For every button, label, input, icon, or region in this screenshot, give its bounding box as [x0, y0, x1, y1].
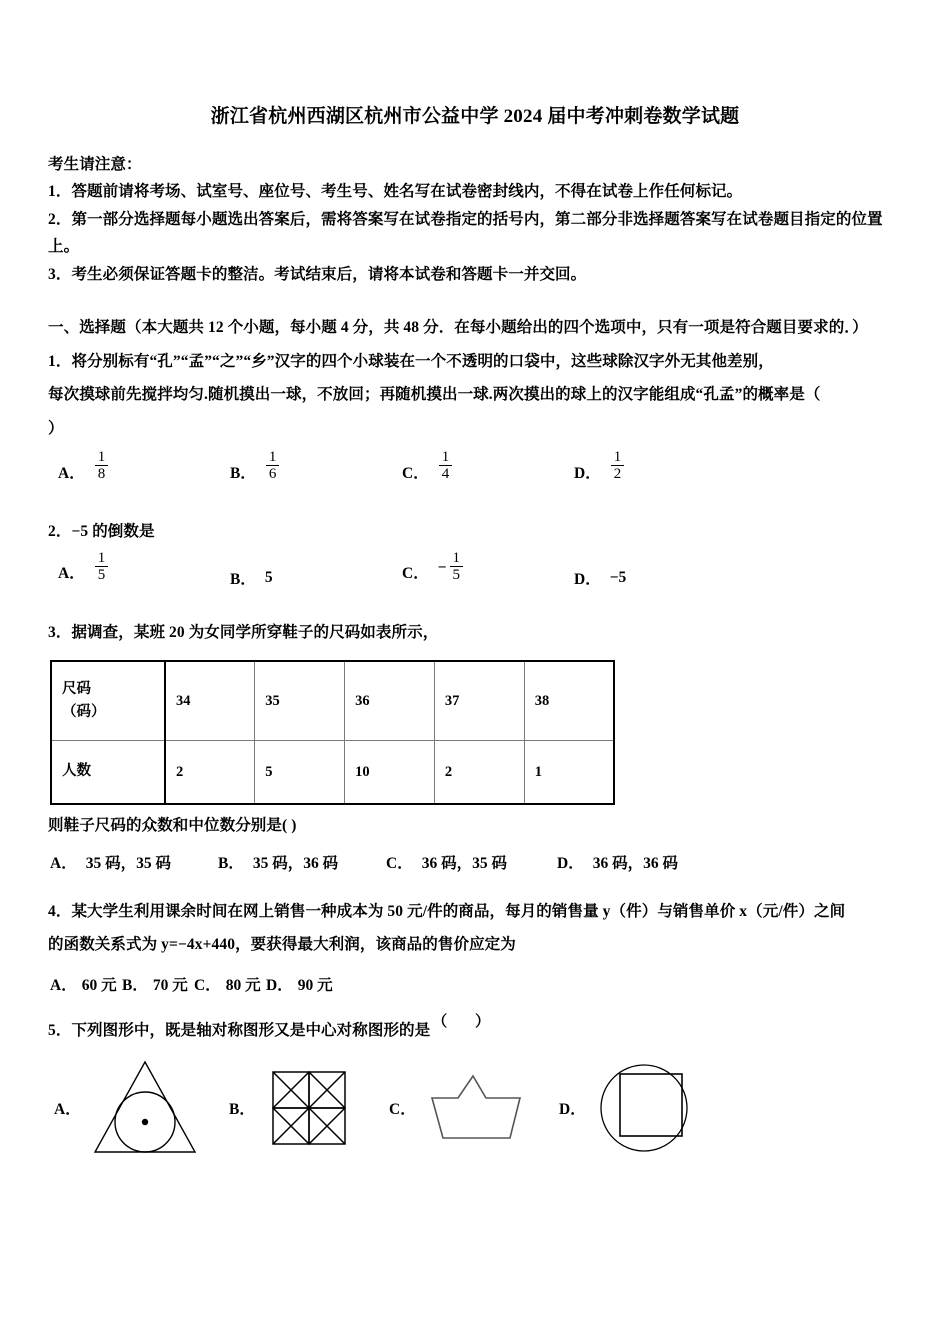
option-value-c: 80 元: [225, 977, 261, 995]
option-label-d: D．: [574, 570, 601, 588]
question-1-stem-line-2: 每次摸球前先搅拌均匀.随机摸出一球，不放回；再随机摸出一球.两次摸出的球上的汉字能组成“孔孟”的概率是（: [48, 386, 821, 404]
question-4-stem-line-2: 的函数关系式为 y=−4x+440，要获得最大利润，该商品的售价应定为: [48, 935, 516, 953]
notice-item-3: 3．考生必须保证答题卡的整洁。考试结束后，请将本试卷和答题卡一并交回。: [48, 265, 587, 283]
fraction-one-fifth: [95, 550, 109, 583]
option-label-d: D．: [266, 977, 293, 995]
option-value-d: 90 元: [297, 977, 333, 995]
page-title: 浙江省杭州西湖区杭州市公益中学 2024 届中考冲刺卷数学试题: [210, 106, 740, 127]
option-value-c: 36 码，35 码: [421, 854, 507, 872]
option-value-a: 35 码，35 码: [85, 854, 171, 872]
table-cell-size-37: 37: [434, 661, 524, 741]
pinwheel-icon: [263, 1062, 355, 1154]
option-label-b: B．: [229, 1101, 255, 1119]
option-label-b: B．: [218, 854, 244, 872]
question-4-option-b[interactable]: [122, 973, 194, 995]
question-1-options: [48, 449, 902, 488]
table-header-size-line1: 尺码: [62, 680, 91, 697]
triangle-inscribed-circle-icon: [89, 1056, 201, 1160]
fraction-one-eighth: [95, 449, 109, 482]
fraction-negative-one-fifth: [450, 550, 464, 583]
table-cell-size-36: 36: [345, 661, 435, 741]
shoe-size-table: [50, 660, 615, 805]
circle-inscribed-square-icon: [594, 1056, 698, 1160]
table-cell-size-35: 35: [255, 661, 345, 741]
question-3-options: [48, 851, 902, 873]
option-label-d: D．: [559, 1101, 586, 1119]
notice-item-2: 2．第一部分选择题每小题选出答案后，需将答案写在试卷指定的括号内，第二部分非选择题答案写在试卷题目指定的位置上。: [48, 210, 883, 256]
crown-polygon-icon: [424, 1070, 530, 1146]
question-5-option-b[interactable]: [229, 1062, 389, 1154]
table-cell-size-34: 34: [165, 661, 255, 741]
option-value-d: −5: [609, 568, 627, 586]
question-1-option-c[interactable]: [402, 449, 574, 488]
question-1-stem-line-3: ）: [48, 419, 64, 437]
question-1-stem-line-1: 1．将分别标有“孔”“孟”“之”“乡”汉字的四个小球装在一个不透明的口袋中，这些球除汉字外无其他差别，: [48, 353, 774, 371]
question-5-option-c[interactable]: [389, 1070, 559, 1146]
table-cell-count-37: 2: [434, 741, 524, 805]
question-1-option-b[interactable]: [230, 449, 402, 488]
option-label-c: C．: [386, 854, 413, 872]
question-4-option-c[interactable]: [194, 973, 266, 995]
table-header-size-line2: （码）: [62, 704, 106, 721]
section-heading-choice: 一、选择题（本大题共 12 个小题，每小题 4 分，共 48 分．在每小题给出的四个选项中，只有一项是符合题目要求的．）: [48, 319, 868, 337]
option-label-b: B．: [230, 570, 256, 588]
option-label-a: A．: [50, 977, 77, 995]
option-value-b: 5: [264, 568, 273, 586]
option-label-a: A．: [54, 1101, 81, 1119]
question-5-answer-paren: （ ）: [432, 1014, 503, 1031]
question-3-stem-after-table: 则鞋子尺码的众数和中位数分别是( ): [48, 817, 297, 835]
question-5-option-d[interactable]: [559, 1056, 698, 1160]
notice-block: [48, 151, 902, 289]
fraction-denominator: 2: [611, 465, 625, 482]
fraction-numerator: 1: [97, 549, 106, 566]
question-4: [48, 895, 902, 996]
notice-item-1: 1．答题前请将考场、试室号、座位号、考生号、姓名写在试卷密封线内，不得在试卷上作任何标记。: [48, 183, 743, 201]
question-3: [48, 619, 902, 873]
fraction-numerator: 1: [452, 549, 461, 566]
question-3-stem: 3．据调查，某班 20 为女同学所穿鞋子的尺码如表所示，: [48, 623, 439, 641]
notice-heading: 考生请注意：: [48, 155, 142, 173]
option-label-a: A．: [58, 565, 85, 583]
option-label-a: A．: [50, 854, 77, 872]
option-value-a: 60 元: [81, 977, 117, 995]
fraction-one-half: [611, 449, 625, 482]
option-label-c: C．: [194, 977, 221, 995]
question-2-option-b[interactable]: [230, 567, 402, 589]
question-2-option-d[interactable]: [574, 567, 626, 589]
minus-sign: −: [437, 559, 447, 577]
option-label-a: A．: [58, 464, 85, 482]
question-2-stem: 2．−5 的倒数是: [48, 523, 155, 541]
question-4-option-d[interactable]: [266, 973, 333, 995]
question-2-option-a[interactable]: [58, 549, 230, 589]
option-value-b: 70 元: [152, 977, 188, 995]
table-cell-count-36: 10: [345, 741, 435, 805]
question-5-option-a[interactable]: [54, 1056, 229, 1160]
table-header-size: [51, 661, 165, 741]
fraction-numerator: 1: [97, 449, 106, 466]
option-label-c: C．: [402, 464, 429, 482]
option-value-d: 36 码，36 码: [592, 854, 678, 872]
table-row-size: [51, 661, 614, 741]
question-1-option-a[interactable]: [58, 449, 230, 488]
option-label-d: D．: [574, 464, 601, 482]
question-3-option-d[interactable]: [557, 851, 678, 873]
option-label-c: C．: [402, 565, 429, 583]
table-cell-size-38: 38: [524, 661, 614, 741]
fraction-denominator: 4: [439, 465, 453, 482]
option-label-c: C．: [389, 1101, 416, 1119]
question-2-options: [48, 549, 902, 589]
question-1: [48, 345, 902, 488]
question-4-options: [48, 973, 902, 995]
fraction-one-fourth: [439, 449, 453, 482]
fraction-numerator: 1: [441, 449, 450, 466]
question-1-option-d[interactable]: [574, 449, 625, 488]
fraction-denominator: 6: [266, 465, 280, 482]
question-2-option-c[interactable]: [402, 549, 574, 589]
question-3-option-c[interactable]: [386, 851, 557, 873]
table-row-count: [51, 741, 614, 805]
question-5-stem-wrapper: [48, 1014, 902, 1044]
option-label-b: B．: [230, 464, 256, 482]
question-5-options: [48, 1056, 902, 1160]
question-5-stem: 5．下列图形中，既是轴对称图形又是中心对称图形的是: [48, 1022, 431, 1040]
option-label-d: D．: [557, 854, 584, 872]
fraction-denominator: 5: [95, 566, 109, 583]
fraction-one-sixth: [266, 449, 280, 482]
question-4-option-a[interactable]: [50, 973, 122, 995]
question-5: [48, 1014, 902, 1160]
fraction-denominator: 5: [450, 566, 464, 583]
table-cell-count-38: 1: [524, 741, 614, 805]
question-4-stem-line-1: 4．某大学生利用课余时间在网上销售一种成本为 50 元/件的商品，每月的销售量 y（件）与销售单价 x（元/件）之间: [48, 902, 846, 920]
option-value-b: 35 码，36 码: [252, 854, 339, 872]
fraction-numerator: 1: [613, 449, 622, 466]
question-2: [48, 518, 902, 589]
fraction-numerator: 1: [268, 449, 277, 466]
table-cell-count-35: 5: [255, 741, 345, 805]
fraction-denominator: 8: [95, 465, 109, 482]
table-header-count: 人数: [51, 741, 165, 805]
question-3-option-a[interactable]: [50, 851, 218, 873]
table-cell-count-34: 2: [165, 741, 255, 805]
question-3-option-b[interactable]: [218, 851, 386, 873]
option-label-b: B．: [122, 977, 148, 995]
